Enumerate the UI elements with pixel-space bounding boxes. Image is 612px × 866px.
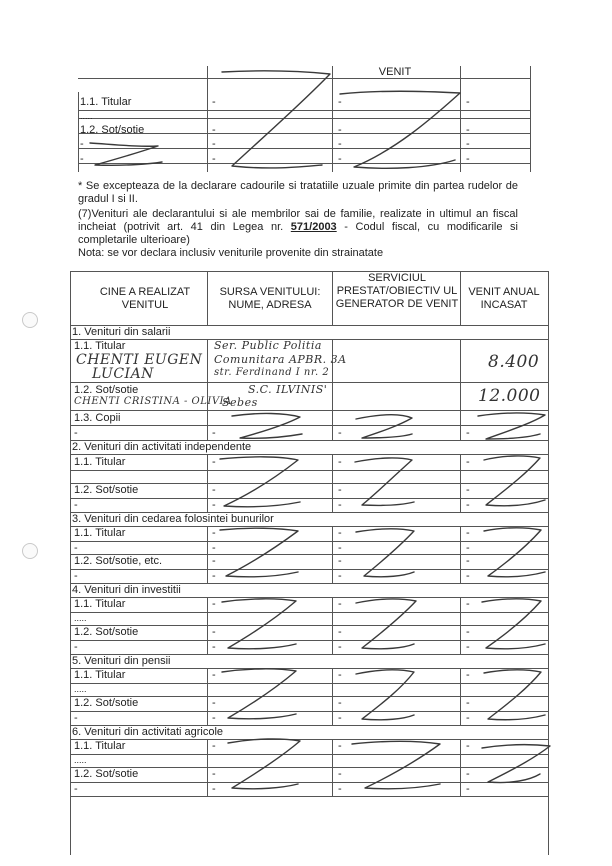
s4-dots: ..... [74,613,87,623]
handwritten-titular-amount: 8.400 [488,352,540,372]
top-row-sot: 1.2. Sot/sotie [80,124,145,136]
dash: - [338,153,342,165]
s6-title: 6. Venituri din activitati agricole [72,726,224,738]
dash: - [466,456,470,468]
strike-mark [482,745,550,783]
header-serviciul: SERVICIUL PRESTAT/OBIECTIV UL GENERATOR DE VENIT [335,272,459,310]
dash: - [212,598,216,610]
dash: - [212,712,216,724]
dash: - [466,138,470,150]
dash: - [212,138,216,150]
handwritten-titular-name-2: LUCIAN [92,366,154,382]
s5-titular: 1.1. Titular [74,669,126,681]
dash: - [212,427,216,439]
s2-sot: 1.2. Sot/sotie [74,484,139,496]
s1-copii: 1.3. Copii [74,412,121,424]
dash: - [466,555,470,567]
strike-mark [222,669,296,719]
dash: - [80,153,84,165]
section-7-text-b: - Codul fiscal, cu modificarile si completarile ulterioare) [78,221,518,246]
dash: - [466,527,470,539]
dash: - [338,456,342,468]
dash: - [466,96,470,108]
dash: - [466,598,470,610]
handwritten-sot-name: CHENTI CRISTINA - OLIVIA [74,396,232,407]
dash: - [466,783,470,795]
law-number: 571/2003 [290,221,337,233]
dash: - [74,542,78,554]
dash: - [212,783,216,795]
s6-titular: 1.1. Titular [74,740,126,752]
strike-mark [356,599,416,649]
strike-mark [340,91,460,168]
strike-mark [222,71,330,168]
dash: - [212,641,216,653]
dash: - [338,555,342,567]
dash: - [74,427,78,439]
s6-dots: ..... [74,755,87,765]
dash: - [212,669,216,681]
s3-titular: 1.1. Titular [74,527,126,539]
handwritten-titular-source-3: str. Ferdinand I nr. 2 [214,367,330,378]
dash: - [466,153,470,165]
dash: - [466,124,470,136]
s5-dots: ..... [74,684,87,694]
dash: - [212,124,216,136]
s4-titular: 1.1. Titular [74,598,126,610]
dash: - [466,768,470,780]
s4-title: 4. Venituri din investitii [72,584,181,596]
dash: - [466,740,470,752]
dash: - [212,626,216,638]
handwritten-titular-name-1: CHENTI EUGEN [76,352,203,368]
dash: - [338,669,342,681]
strike-mark [478,413,545,439]
dash: - [338,96,342,108]
section-7-text-a: Venituri ale declarantului si ale membrilor sai de familie, realizate in ultimul an fiscal incheiat (potrivit art. 41 din Legea nr. [78,208,518,233]
strike-mark [356,529,414,577]
s1-title: 1. Venituri din salarii [72,326,171,338]
s1-titular: 1.1. Titular [74,340,126,352]
strike-mark [220,457,300,507]
section-7-number: (7) [78,208,92,220]
dash: - [338,697,342,709]
dash: - [338,768,342,780]
dash: - [212,96,216,108]
dash: - [212,697,216,709]
strike-mark [352,741,440,788]
s3-sot: 1.2. Sot/sotie, etc. [74,555,163,567]
venit-header: VENIT [378,66,412,78]
strike-mark [222,599,296,649]
dash: - [212,740,216,752]
dash: - [74,641,78,653]
dash: - [466,499,470,511]
top-row-titular: 1.1. Titular [80,96,132,108]
strike-mark [356,415,412,438]
dash: - [212,484,216,496]
dash: - [466,484,470,496]
s5-title: 5. Venituri din pensii [72,655,171,667]
header-cine: CINE A REALIZAT VENITUL [99,286,191,311]
strike-mark [355,458,414,505]
dash: - [466,697,470,709]
dash: - [466,626,470,638]
handwritten-sot-source-2: Sebes [222,396,258,409]
s4-sot: 1.2. Sot/sotie [74,626,139,638]
dash: - [466,669,470,681]
header-venit-anual: VENIT ANUAL INCASAT [468,286,540,311]
s3-title: 3. Venituri din cedarea folosintei bunurilor [72,513,274,525]
dash: - [212,768,216,780]
strike-mark [482,599,545,649]
dash: - [212,542,216,554]
dash: - [212,555,216,567]
dash: - [338,641,342,653]
handwritten-titular-source-1: Ser. Public Politia [214,339,322,352]
dash: - [338,527,342,539]
strike-mark [484,670,545,720]
s1-sot: 1.2. Sot/sotie [74,384,139,396]
dash: - [338,626,342,638]
top-row-dots: ..... [80,111,93,121]
s6-sot: 1.2. Sot/sotie [74,768,139,780]
dash: - [338,598,342,610]
dash: - [338,542,342,554]
handwritten-sot-amount: 12.000 [478,386,541,406]
dash: - [338,484,342,496]
strike-mark [232,413,302,438]
s2-title: 2. Venituri din activitati independente [72,441,252,453]
dash: - [338,712,342,724]
dash: - [212,527,216,539]
dash: - [338,499,342,511]
dash: - [466,570,470,582]
dash: - [338,740,342,752]
cadouri-note: * Se excepteaza de la declarare cadourile si tratatiile uzuale primite din partea rudelor de gradul I si II. [78,180,518,205]
strike-mark [220,528,298,577]
nota-strainatate: Nota: se vor declara inclusiv veniturile provenite din strainatate [78,247,384,259]
handwritten-titular-source-2: Comunitara APBR. 3A [214,353,347,366]
handwritten-sot-source-1: S.C. ILVINIS' [248,383,328,396]
dash: - [466,427,470,439]
strike-mark [228,739,300,789]
dash: - [338,570,342,582]
dash: - [212,456,216,468]
s5-sot: 1.2. Sot/sotie [74,697,139,709]
strike-mark [90,143,162,165]
dash: - [338,783,342,795]
strike-mark [484,456,545,506]
strike-mark [356,670,414,720]
dash: - [338,138,342,150]
dash: - [338,124,342,136]
dash: - [212,570,216,582]
s2-titular: 1.1. Titular [74,456,126,468]
dash: - [466,641,470,653]
dash: - [212,499,216,511]
dash: - [212,153,216,165]
dash: - [80,138,84,150]
dash: - [466,712,470,724]
dash: - [74,712,78,724]
dash: - [74,783,78,795]
dash: - [74,499,78,511]
dash: - [74,570,78,582]
strike-mark [484,528,545,577]
dash: - [466,542,470,554]
header-sursa: SURSA VENITULUI: NUME, ADRESA [219,286,321,311]
dash: - [338,427,342,439]
